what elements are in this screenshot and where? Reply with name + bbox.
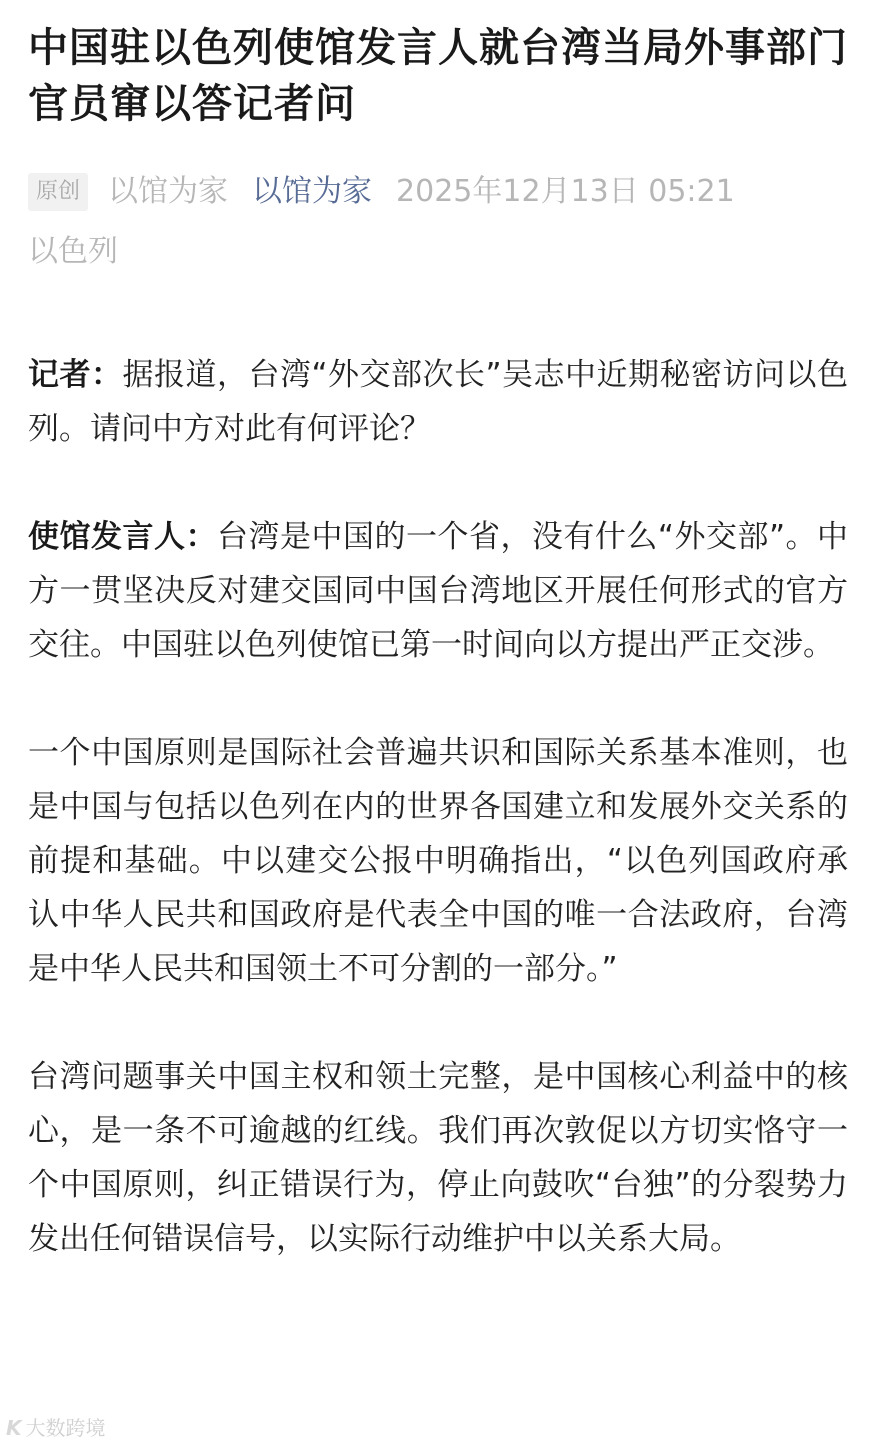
speaker-label: 记者： bbox=[28, 357, 123, 393]
paragraph-principle bbox=[28, 726, 848, 996]
author-name: 以馆为家 bbox=[108, 174, 229, 209]
original-badge: 原创 bbox=[28, 173, 88, 211]
article-body bbox=[28, 348, 848, 1266]
paragraph-conclusion bbox=[28, 1050, 848, 1266]
paragraph-text: 台湾问题事关中国主权和领土完整，是中国核心利益中的核心，是一条不可逾越的红线。我们再次敦促以方切实恪守一个中国原则，纠正错误行为，停止向鼓吹“台独”的分裂势力发出任何错误信号，以实际行动维护中以关系大局。 bbox=[28, 1059, 848, 1257]
watermark-text: 大数跨境 bbox=[25, 1416, 106, 1440]
watermark bbox=[6, 1416, 106, 1440]
speaker-label: 使馆发言人： bbox=[28, 519, 217, 555]
publish-date: 2025年12月13日 05:21 bbox=[396, 174, 735, 209]
article-title: 中国驻以色列使馆发言人就台湾当局外事部门官员窜以答记者问 bbox=[28, 25, 848, 127]
account-link[interactable]: 以馆为家 bbox=[252, 174, 373, 209]
publish-location: 以色列 bbox=[28, 234, 118, 269]
watermark-logo-icon: K bbox=[6, 1416, 22, 1440]
article bbox=[28, 20, 848, 1320]
paragraph-answer bbox=[28, 510, 848, 672]
paragraph-text: 一个中国原则是国际社会普遍共识和国际关系基本准则，也是中国与包括以色列在内的世界各国建立和发展外交关系的前提和基础。中以建交公报中明确指出，“以色列国政府承认中华人民共和国政府是代表全中国的唯一合法政府，台湾是中华人民共和国领土不可分割的一部分。” bbox=[28, 735, 848, 987]
paragraph-text: 台湾是中国的一个省，没有什么“外交部”。中方一贯坚决反对建交国同中国台湾地区开展任何形式的官方交往。中国驻以色列使馆已第一时间向以方提出严正交涉。 bbox=[28, 519, 849, 663]
paragraph-question bbox=[28, 348, 848, 456]
article-meta bbox=[28, 162, 848, 282]
paragraph-text: 据报道，台湾“外交部次长”吴志中近期秘密访问以色列。请问中方对此有何评论？ bbox=[28, 357, 849, 447]
